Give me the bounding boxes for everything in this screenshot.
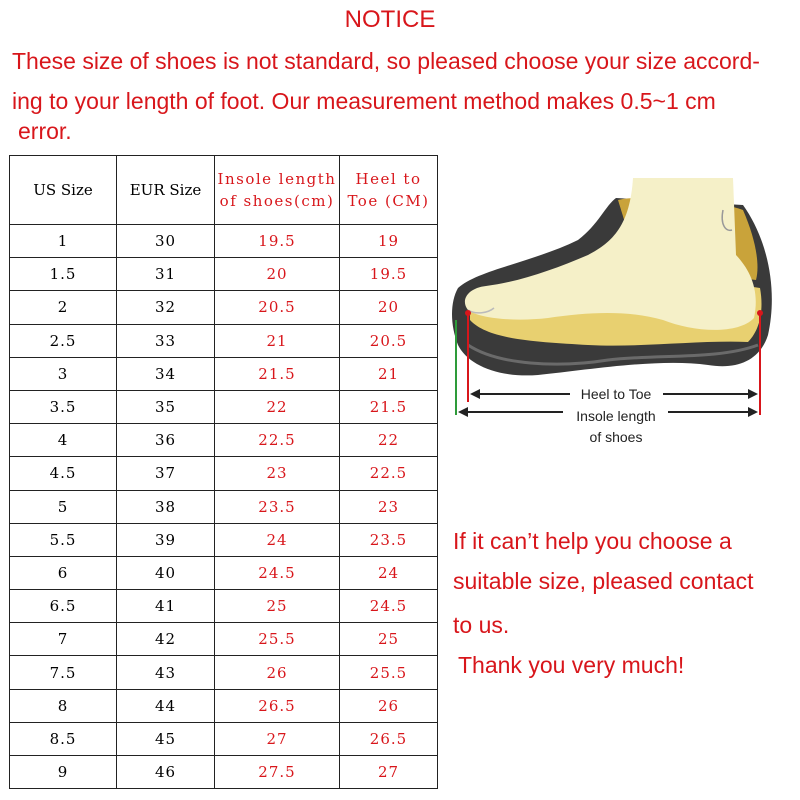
eur-size-cell: 34 [117,357,215,390]
heel-to-toe-cell: 26 [340,689,438,722]
table-row [10,258,438,291]
us-size-cell: 1 [10,225,117,258]
heel-to-toe-cell: 21 [340,357,438,390]
header-us-size: US Size [10,156,117,225]
us-size-cell: 4.5 [10,457,117,490]
contact-line-1: If it can’t help you choose a [453,528,732,554]
eur-size-cell: 43 [117,656,215,689]
us-size-cell: 1.5 [10,258,117,291]
us-size-cell: 2 [10,291,117,324]
table-row [10,291,438,324]
insole-length-cell: 26.5 [215,689,340,722]
table-row [10,457,438,490]
us-size-cell: 6.5 [10,590,117,623]
insole-label-1: Insole length [576,408,656,424]
heel-to-toe-cell: 22 [340,424,438,457]
header-heel-to-toe: Heel to Toe (CM) [340,156,438,225]
eur-size-cell: 44 [117,689,215,722]
eur-size-cell: 33 [117,324,215,357]
eur-size-cell: 42 [117,623,215,656]
header-eur-size: EUR Size [117,156,215,225]
table-row [10,689,438,722]
heel-to-toe-label: Heel to Toe [580,386,652,402]
eur-size-cell: 37 [117,457,215,490]
eur-size-cell: 38 [117,490,215,523]
table-row [10,324,438,357]
table-row [10,357,438,390]
heel-to-toe-cell: 23.5 [340,523,438,556]
table-row [10,623,438,656]
eur-size-cell: 45 [117,722,215,755]
insole-length-cell: 20.5 [215,291,340,324]
us-size-cell: 5 [10,490,117,523]
eur-size-cell: 41 [117,590,215,623]
table-row [10,722,438,755]
insole-length-cell: 24 [215,523,340,556]
size-table-body [10,225,438,789]
insole-length-cell: 22.5 [215,424,340,457]
us-size-cell: 7 [10,623,117,656]
notice-title: NOTICE [344,6,436,33]
us-size-cell: 9 [10,756,117,789]
us-size-cell: 7.5 [10,656,117,689]
eur-size-cell: 30 [117,225,215,258]
eur-size-cell: 40 [117,556,215,589]
heel-to-toe-cell: 19 [340,225,438,258]
insole-label-2: of shoes [589,429,643,445]
us-size-cell: 2.5 [10,324,117,357]
heel-to-toe-cell: 24.5 [340,590,438,623]
contact-line-3: to us. [453,612,510,638]
heel-to-toe-cell: 21.5 [340,390,438,423]
insole-length-cell: 26 [215,656,340,689]
insole-length-cell: 27 [215,722,340,755]
table-row [10,424,438,457]
table-row [10,756,438,789]
insole-length-cell: 20 [215,258,340,291]
insole-length-cell: 21.5 [215,357,340,390]
insole-length-cell: 23 [215,457,340,490]
insole-length-cell: 21 [215,324,340,357]
insole-length-cell: 23.5 [215,490,340,523]
insole-length-cell: 25 [215,590,340,623]
eur-size-cell: 32 [117,291,215,324]
heel-to-toe-cell: 27 [340,756,438,789]
us-size-cell: 8 [10,689,117,722]
heel-to-toe-cell: 22.5 [340,457,438,490]
foot-measurement-diagram [438,170,778,460]
header-insole-length: Insole length of shoes(cm) [215,156,340,225]
table-row [10,390,438,423]
table-row [10,490,438,523]
eur-size-cell: 46 [117,756,215,789]
us-size-cell: 8.5 [10,722,117,755]
us-size-cell: 4 [10,424,117,457]
size-chart-table [9,155,438,789]
heel-to-toe-cell: 26.5 [340,722,438,755]
table-row [10,556,438,589]
heel-to-toe-cell: 24 [340,556,438,589]
table-row [10,225,438,258]
foot [465,178,756,330]
table-header-row [10,156,438,225]
notice-line-3: error. [18,118,72,144]
eur-size-cell: 35 [117,390,215,423]
insole-length-cell: 27.5 [215,756,340,789]
notice-line-1: These size of shoes is not standard, so pleased choose your size accord- [12,48,760,74]
insole-length-cell: 22 [215,390,340,423]
eur-size-cell: 39 [117,523,215,556]
eur-size-cell: 31 [117,258,215,291]
notice-line-2: ing to your length of foot. Our measurement method makes 0.5~1 cm [12,88,716,114]
heel-to-toe-cell: 23 [340,490,438,523]
table-row [10,590,438,623]
us-size-cell: 5.5 [10,523,117,556]
heel-to-toe-cell: 25 [340,623,438,656]
table-row [10,523,438,556]
contact-line-2: suitable size, pleased contact [453,568,754,594]
heel-to-toe-cell: 20 [340,291,438,324]
heel-to-toe-cell: 19.5 [340,258,438,291]
us-size-cell: 3.5 [10,390,117,423]
insole-length-cell: 19.5 [215,225,340,258]
heel-to-toe-cell: 25.5 [340,656,438,689]
insole-length-cell: 25.5 [215,623,340,656]
us-size-cell: 6 [10,556,117,589]
heel-to-toe-cell: 20.5 [340,324,438,357]
contact-line-4: Thank you very much! [458,652,685,678]
insole-length-cell: 24.5 [215,556,340,589]
us-size-cell: 3 [10,357,117,390]
table-row [10,656,438,689]
eur-size-cell: 36 [117,424,215,457]
